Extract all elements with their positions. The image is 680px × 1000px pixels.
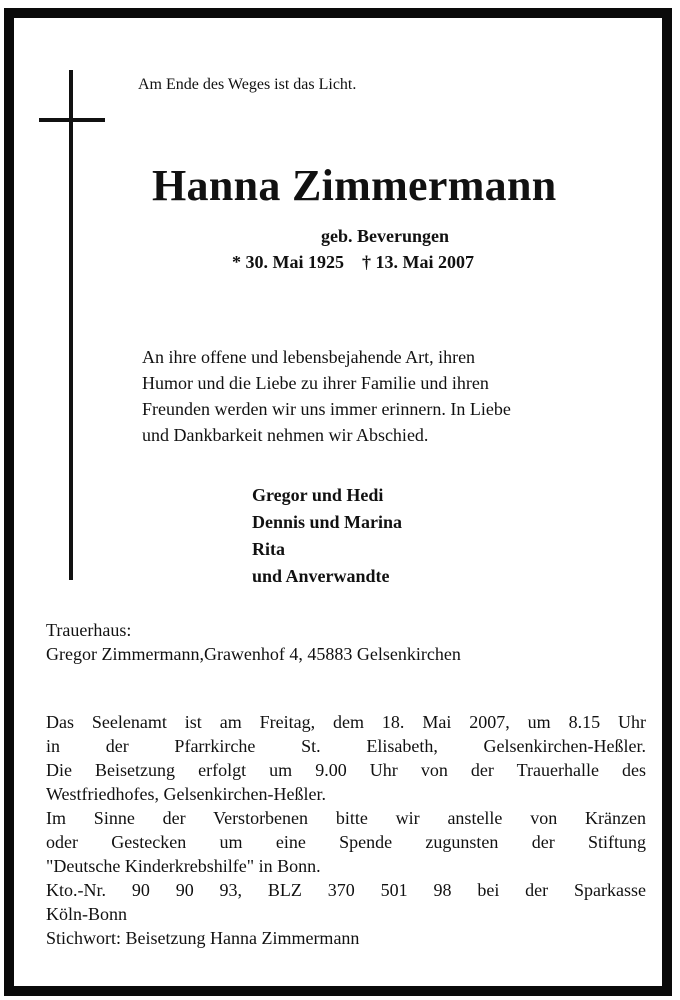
life-dates bbox=[232, 252, 474, 273]
mourner: und Anverwandte bbox=[252, 566, 390, 586]
tribute-line: und Dankbarkeit nehmen wir Abschied. bbox=[142, 425, 429, 445]
house-label: Trauerhaus: bbox=[46, 620, 132, 640]
mourner: Gregor und Hedi bbox=[252, 485, 384, 505]
service-line: in der Pfarrkirche St. Elisabeth, Gelsenkirchen-Heßler. bbox=[46, 736, 646, 756]
mourner: Dennis und Marina bbox=[252, 512, 403, 532]
tribute-text bbox=[142, 344, 642, 448]
house-address: Gregor Zimmermann,Grawenhof 4, 45883 Gelsenkirchen bbox=[46, 644, 461, 664]
service-line: Das Seelenamt ist am Freitag, dem 18. Mai 2007, um 8.15 Uhr bbox=[46, 712, 646, 732]
service-line: "Deutsche Kinderkrebshilfe" in Bonn. bbox=[46, 856, 321, 876]
motto: Am Ende des Weges ist das Licht. bbox=[138, 76, 357, 93]
service-line: Westfriedhofes, Gelsenkirchen-Heßler. bbox=[46, 784, 326, 804]
deceased-name: Hanna Zimmermann bbox=[152, 161, 557, 210]
tribute-line: Freunden werden wir uns immer erinnern. In Liebe bbox=[142, 399, 511, 419]
tribute-line: An ihre offene und lebensbejahende Art, ihren bbox=[142, 347, 476, 367]
tribute-line: Humor und die Liebe zu ihrer Familie und ihren bbox=[142, 373, 489, 393]
service-line: oder Gestecken um eine Spende zugunsten der Stiftung bbox=[46, 832, 646, 852]
birth-date: * 30. Mai 1925 bbox=[232, 252, 344, 272]
service-line: Kto.-Nr. 90 90 93, BLZ 370 501 98 bei der Sparkasse bbox=[46, 880, 646, 900]
birth-name: geb. Beverungen bbox=[321, 226, 449, 246]
death-date: † 13. Mai 2007 bbox=[362, 252, 474, 272]
mourners-list bbox=[252, 482, 402, 590]
service-details bbox=[46, 710, 646, 950]
mourner: Rita bbox=[252, 539, 285, 559]
cross-icon bbox=[69, 70, 73, 580]
service-line: Stichwort: Beisetzung Hanna Zimmermann bbox=[46, 928, 360, 948]
cross-icon-bar bbox=[39, 118, 105, 122]
service-line: Im Sinne der Verstorbenen bitte wir anstelle von Kränzen bbox=[46, 808, 646, 828]
service-line: Köln-Bonn bbox=[46, 904, 127, 924]
service-line: Die Beisetzung erfolgt um 9.00 Uhr von der Trauerhalle des bbox=[46, 760, 646, 780]
